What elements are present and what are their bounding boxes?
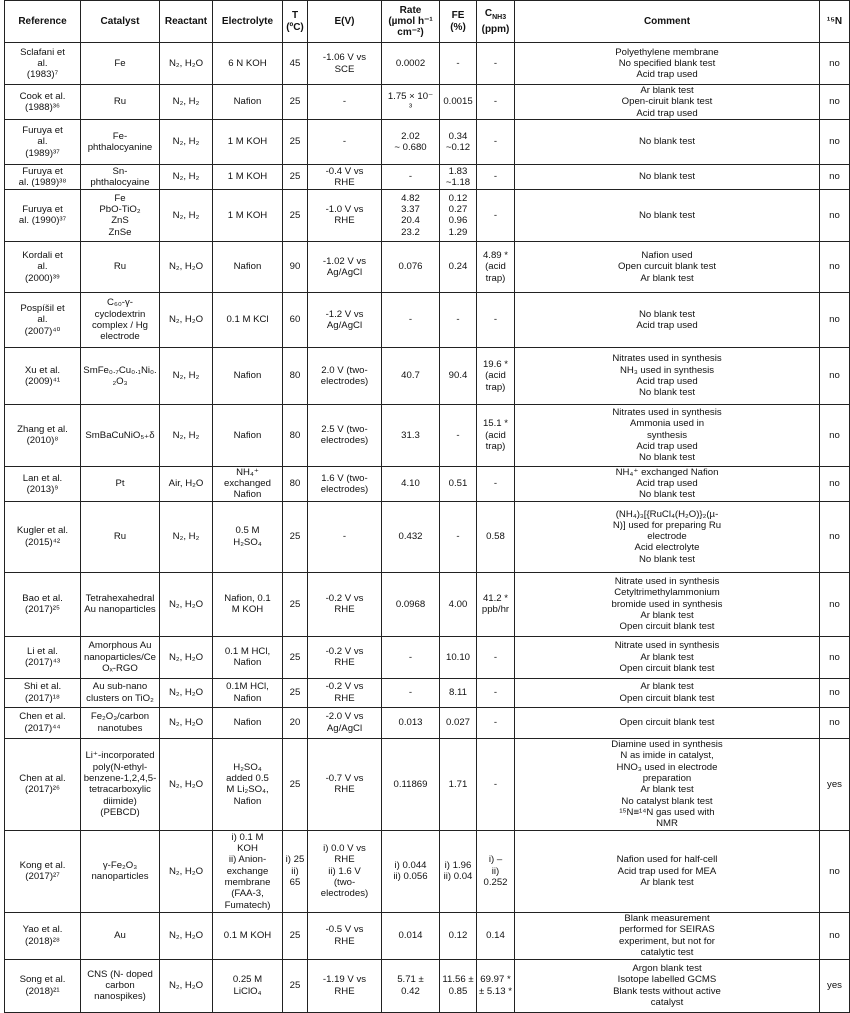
cell-faradaic-efficiency: 1.83 ~1.18 <box>440 164 477 189</box>
cell-n15-isotope: no <box>820 347 850 404</box>
cell-rate: 2.02 ~ 0.680 <box>382 119 440 164</box>
cell-n15-isotope: no <box>820 912 850 959</box>
cell-faradaic-efficiency: 8.11 <box>440 678 477 707</box>
cell-rate: 0.014 <box>382 912 440 959</box>
cell-catalyst: Au sub-nano clusters on TiO₂ <box>81 678 160 707</box>
cell-nh3-concentration: - <box>477 678 515 707</box>
header-comment: Comment <box>515 1 820 43</box>
cell-comment: NH₄⁺ exchanged Nafion Acid trap used No blank test <box>515 466 820 501</box>
table-row <box>5 241 850 292</box>
cell-reference: Pospíšil et al. (2007)⁴⁰ <box>5 292 81 347</box>
cell-reactant: N₂, H₂ <box>160 164 213 189</box>
cell-n15-isotope: no <box>820 119 850 164</box>
cell-n15-isotope: no <box>820 292 850 347</box>
cell-temperature: 25 <box>283 738 308 830</box>
cell-nh3-concentration: 41.2 * ppb/hr <box>477 572 515 636</box>
cell-nh3-concentration: - <box>477 466 515 501</box>
cell-rate: i) 0.044 ii) 0.056 <box>382 830 440 912</box>
cell-reactant: N₂, H₂ <box>160 189 213 241</box>
cell-catalyst: C₆₀-γ- cyclodextrin complex / Hg electrode <box>81 292 160 347</box>
cell-faradaic-efficiency: 4.00 <box>440 572 477 636</box>
cell-comment: No blank test Acid trap used <box>515 292 820 347</box>
cell-nh3-concentration: - <box>477 636 515 678</box>
header-reference: Reference <box>5 1 81 43</box>
cell-electrolyte: 0.1 M HCl, Nafion <box>213 636 283 678</box>
cell-comment: Argon blank test Isotope labelled GCMS Blank tests without active catalyst <box>515 959 820 1012</box>
cell-faradaic-efficiency: 1.71 <box>440 738 477 830</box>
cell-rate: 0.432 <box>382 501 440 572</box>
electrochemical-ammonia-synthesis-table <box>4 0 850 1013</box>
cell-temperature: 25 <box>283 85 308 120</box>
cell-faradaic-efficiency: 11.56 ± 0.85 <box>440 959 477 1012</box>
cell-electrolyte: Nafion <box>213 707 283 738</box>
cell-reactant: N₂, H₂O <box>160 572 213 636</box>
header-n15-isotope: ¹⁵N <box>820 1 850 43</box>
cell-temperature: 25 <box>283 912 308 959</box>
cell-faradaic-efficiency: - <box>440 292 477 347</box>
header-rate: Rate (µmol h⁻¹ cm⁻²) <box>382 1 440 43</box>
cell-temperature: 45 <box>283 43 308 85</box>
cell-reactant: Air, H₂O <box>160 466 213 501</box>
cell-reference: Furuya et al. (1990)³⁷ <box>5 189 81 241</box>
cell-reactant: N₂, H₂ <box>160 119 213 164</box>
cell-electrolyte: Nafion, 0.1 M KOH <box>213 572 283 636</box>
cell-comment: Ar blank test Open-ciruit blank test Acid trap used <box>515 85 820 120</box>
cell-n15-isotope: no <box>820 572 850 636</box>
cell-nh3-concentration: - <box>477 738 515 830</box>
cell-nh3-concentration: 69.97 * ± 5.13 * <box>477 959 515 1012</box>
cell-faradaic-efficiency: 0.12 <box>440 912 477 959</box>
cell-temperature: 20 <box>283 707 308 738</box>
table-row <box>5 912 850 959</box>
cell-comment: Diamine used in synthesis N as imide in catalyst, HNO₃ used in electrode preparation Ar blank test No catalyst blank test ¹⁵N≡¹⁴N gas used with NMR <box>515 738 820 830</box>
cell-reactant: N₂, H₂O <box>160 959 213 1012</box>
cell-catalyst: Ru <box>81 85 160 120</box>
cell-comment: Open circuit blank test <box>515 707 820 738</box>
header-faradaic-efficiency: FE (%) <box>440 1 477 43</box>
cell-faradaic-efficiency: 0.51 <box>440 466 477 501</box>
cell-rate: 31.3 <box>382 404 440 466</box>
cell-electrolyte: Nafion <box>213 241 283 292</box>
cell-potential: -1.2 V vs Ag/AgCl <box>308 292 382 347</box>
cell-comment: No blank test <box>515 119 820 164</box>
table-row <box>5 501 850 572</box>
cell-reference: Lan et al. (2013)⁹ <box>5 466 81 501</box>
cell-nh3-concentration: 0.14 <box>477 912 515 959</box>
cell-potential: 2.5 V (two- electrodes) <box>308 404 382 466</box>
cell-n15-isotope: no <box>820 164 850 189</box>
cell-reference: Furuya et al. (1989)³⁸ <box>5 164 81 189</box>
cell-reference: Chen et al. (2017)⁴⁴ <box>5 707 81 738</box>
cell-reference: Xu et al. (2009)⁴¹ <box>5 347 81 404</box>
header-row <box>5 1 850 43</box>
cell-reference: Cook et al. (1988)³⁶ <box>5 85 81 120</box>
table-row <box>5 119 850 164</box>
cell-catalyst: Li⁺-incorporated poly(N-ethyl- benzene-1,2,4,5- tetracarboxylic diimide) (PEBCD) <box>81 738 160 830</box>
cell-comment: Nitrates used in synthesis Ammonia used in synthesis Acid trap used No blank test <box>515 404 820 466</box>
table-row <box>5 636 850 678</box>
cell-nh3-concentration: 0.58 <box>477 501 515 572</box>
cell-potential: -1.19 V vs RHE <box>308 959 382 1012</box>
cell-reactant: N₂, H₂O <box>160 738 213 830</box>
cell-nh3-concentration: i) – ii) 0.252 <box>477 830 515 912</box>
cell-comment: Ar blank test Open circuit blank test <box>515 678 820 707</box>
cell-potential: i) 0.0 V vs RHE ii) 1.6 V (two- electrodes) <box>308 830 382 912</box>
cell-potential: -0.2 V vs RHE <box>308 636 382 678</box>
cell-electrolyte: 0.1M HCl, Nafion <box>213 678 283 707</box>
cell-electrolyte: 1 M KOH <box>213 119 283 164</box>
cell-reactant: N₂, H₂ <box>160 501 213 572</box>
table-row <box>5 959 850 1012</box>
cell-reactant: N₂, H₂ <box>160 85 213 120</box>
cell-temperature: 60 <box>283 292 308 347</box>
table-row <box>5 678 850 707</box>
cell-potential: -1.02 V vs Ag/AgCl <box>308 241 382 292</box>
cell-electrolyte: NH₄⁺ exchanged Nafion <box>213 466 283 501</box>
cell-reactant: N₂, H₂O <box>160 292 213 347</box>
cell-electrolyte: 0.25 M LiClO₄ <box>213 959 283 1012</box>
cell-electrolyte: 6 N KOH <box>213 43 283 85</box>
cell-reference: Kugler et al. (2015)⁴² <box>5 501 81 572</box>
cell-reference: Sclafani et al. (1983)⁷ <box>5 43 81 85</box>
table-row <box>5 738 850 830</box>
cell-reference: Yao et al. (2018)²⁸ <box>5 912 81 959</box>
cell-potential: 1.6 V (two- electrodes) <box>308 466 382 501</box>
cell-nh3-concentration: 4.89 * (acid trap) <box>477 241 515 292</box>
cell-potential: -0.2 V vs RHE <box>308 572 382 636</box>
cell-reference: Kong et al. (2017)²⁷ <box>5 830 81 912</box>
cell-electrolyte: Nafion <box>213 347 283 404</box>
cell-comment: Nafion used for half-cell Acid trap used for MEA Ar blank test <box>515 830 820 912</box>
cell-catalyst: SmFe₀.₇Cu₀.₁Ni₀. ₂O₃ <box>81 347 160 404</box>
cell-temperature: 80 <box>283 404 308 466</box>
cell-n15-isotope: no <box>820 189 850 241</box>
cell-nh3-concentration: - <box>477 189 515 241</box>
cell-potential: -1.0 V vs RHE <box>308 189 382 241</box>
cell-n15-isotope: no <box>820 241 850 292</box>
cell-rate: - <box>382 292 440 347</box>
cell-comment: No blank test <box>515 189 820 241</box>
header-catalyst: Catalyst <box>81 1 160 43</box>
cell-rate: 40.7 <box>382 347 440 404</box>
cell-n15-isotope: no <box>820 707 850 738</box>
cell-rate: 4.82 3.37 20.4 23.2 <box>382 189 440 241</box>
cell-reactant: N₂, H₂O <box>160 830 213 912</box>
cell-reference: Li et al. (2017)⁴³ <box>5 636 81 678</box>
cell-catalyst: Amorphous Au nanoparticles/Ce Oₓ-RGO <box>81 636 160 678</box>
cell-temperature: 25 <box>283 189 308 241</box>
table-row <box>5 43 850 85</box>
cell-temperature: 25 <box>283 501 308 572</box>
cell-electrolyte: 0.5 M H₂SO₄ <box>213 501 283 572</box>
cell-comment: No blank test <box>515 164 820 189</box>
cell-rate: 5.71 ± 0.42 <box>382 959 440 1012</box>
table-row <box>5 347 850 404</box>
cell-potential: -1.06 V vs SCE <box>308 43 382 85</box>
cell-electrolyte: Nafion <box>213 404 283 466</box>
cell-catalyst: γ-Fe₂O₃ nanoparticles <box>81 830 160 912</box>
cell-faradaic-efficiency: 0.027 <box>440 707 477 738</box>
cell-potential: -2.0 V vs Ag/AgCl <box>308 707 382 738</box>
cell-reactant: N₂, H₂ <box>160 347 213 404</box>
cell-potential: -0.2 V vs RHE <box>308 678 382 707</box>
cell-reactant: N₂, H₂O <box>160 912 213 959</box>
table-row <box>5 572 850 636</box>
cell-n15-isotope: no <box>820 501 850 572</box>
header-temperature: T (ºC) <box>283 1 308 43</box>
cell-nh3-concentration: - <box>477 707 515 738</box>
cell-rate: 0.076 <box>382 241 440 292</box>
cell-faradaic-efficiency: - <box>440 43 477 85</box>
cell-electrolyte: 1 M KOH <box>213 189 283 241</box>
cell-potential: -0.7 V vs RHE <box>308 738 382 830</box>
cell-reference: Furuya et al. (1989)³⁷ <box>5 119 81 164</box>
cell-reactant: N₂, H₂O <box>160 241 213 292</box>
cell-comment: Nafion used Open curcuit blank test Ar blank test <box>515 241 820 292</box>
cell-catalyst: SmBaCuNiO₅₊δ <box>81 404 160 466</box>
cell-n15-isotope: no <box>820 404 850 466</box>
cell-catalyst: Sn- phthalocyaine <box>81 164 160 189</box>
cell-comment: Blank measurement performed for SEIRAS experiment, but not for catalytic test <box>515 912 820 959</box>
cell-rate: 4.10 <box>382 466 440 501</box>
cell-catalyst: Au <box>81 912 160 959</box>
cell-rate: 0.11869 <box>382 738 440 830</box>
cell-potential: - <box>308 501 382 572</box>
header-reactant: Reactant <box>160 1 213 43</box>
cell-faradaic-efficiency: 0.12 0.27 0.96 1.29 <box>440 189 477 241</box>
cell-n15-isotope: yes <box>820 738 850 830</box>
cell-comment: (NH₄)₃[{RuCl₄(H₂O)}₂(µ- N)] used for preparing Ru electrode Acid electrolyte No blank test <box>515 501 820 572</box>
cell-catalyst: Ru <box>81 241 160 292</box>
cell-electrolyte: H₂SO₄ added 0.5 M Li₂SO₄, Nafion <box>213 738 283 830</box>
table-row <box>5 189 850 241</box>
cell-rate: - <box>382 164 440 189</box>
cell-electrolyte: Nafion <box>213 85 283 120</box>
cell-reactant: N₂, H₂O <box>160 43 213 85</box>
cell-nh3-concentration: - <box>477 85 515 120</box>
cell-nh3-concentration: 19.6 * (acid trap) <box>477 347 515 404</box>
cell-reference: Zhang et al. (2010)⁸ <box>5 404 81 466</box>
cell-temperature: 25 <box>283 636 308 678</box>
cell-catalyst: Fe- phthalocyanine <box>81 119 160 164</box>
cell-faradaic-efficiency: 0.34 ~0.12 <box>440 119 477 164</box>
cell-faradaic-efficiency: i) 1.96 ii) 0.04 <box>440 830 477 912</box>
cell-reactant: N₂, H₂O <box>160 636 213 678</box>
cell-temperature: 25 <box>283 678 308 707</box>
cell-reference: Bao et al. (2017)²⁵ <box>5 572 81 636</box>
cell-temperature: 80 <box>283 466 308 501</box>
cell-reference: Kordali et al. (2000)³⁹ <box>5 241 81 292</box>
cell-nh3-concentration: - <box>477 292 515 347</box>
cell-rate: 0.013 <box>382 707 440 738</box>
cell-catalyst: CNS (N- doped carbon nanospikes) <box>81 959 160 1012</box>
cell-catalyst: Fe <box>81 43 160 85</box>
header-nh3-concentration: $C_{NH3}$ (ppm) <box>477 1 515 43</box>
cell-comment: Nitrates used in synthesis NH₃ used in synthesis Acid trap used No blank test <box>515 347 820 404</box>
table-row <box>5 164 850 189</box>
cell-rate: 0.0002 <box>382 43 440 85</box>
cell-catalyst: Fe PbO-TiO₂ ZnS ZnSe <box>81 189 160 241</box>
table-row <box>5 85 850 120</box>
table-row <box>5 404 850 466</box>
cell-electrolyte: 0.1 M KOH <box>213 912 283 959</box>
table-row <box>5 292 850 347</box>
cell-temperature: 80 <box>283 347 308 404</box>
table-row <box>5 830 850 912</box>
cell-faradaic-efficiency: - <box>440 404 477 466</box>
cell-reference: Song et al. (2018)²¹ <box>5 959 81 1012</box>
cell-catalyst: Fe₂O₃/carbon nanotubes <box>81 707 160 738</box>
cell-rate: - <box>382 636 440 678</box>
cell-reference: Shi et al. (2017)¹⁸ <box>5 678 81 707</box>
cell-comment: Nitrate used in synthesis Cetyltrimethylammonium bromide used in synthesis Ar blank test Open circuit blank test <box>515 572 820 636</box>
cell-rate: 1.75 × 10⁻ ³ <box>382 85 440 120</box>
cell-temperature: 25 <box>283 119 308 164</box>
cell-reference: Chen at al. (2017)²⁶ <box>5 738 81 830</box>
cell-faradaic-efficiency: - <box>440 501 477 572</box>
cell-electrolyte: 0.1 M KCl <box>213 292 283 347</box>
cell-temperature: 25 <box>283 164 308 189</box>
cell-catalyst: Tetrahexahedral Au nanoparticles <box>81 572 160 636</box>
cell-reactant: N₂, H₂O <box>160 707 213 738</box>
header-electrolyte: Electrolyte <box>213 1 283 43</box>
cell-temperature: 25 <box>283 959 308 1012</box>
cell-electrolyte: i) 0.1 M KOH ii) Anion- exchange membrane (FAA-3, Fumatech) <box>213 830 283 912</box>
cell-faradaic-efficiency: 90.4 <box>440 347 477 404</box>
cell-nh3-concentration: - <box>477 164 515 189</box>
table-row <box>5 466 850 501</box>
cell-catalyst: Pt <box>81 466 160 501</box>
cell-rate: 0.0968 <box>382 572 440 636</box>
cell-temperature: 25 <box>283 572 308 636</box>
cell-reactant: N₂, H₂ <box>160 404 213 466</box>
cell-temperature: i) 25 ii) 65 <box>283 830 308 912</box>
cell-potential: -0.5 V vs RHE <box>308 912 382 959</box>
cell-nh3-concentration: - <box>477 43 515 85</box>
cell-nh3-concentration: 15.1 * (acid trap) <box>477 404 515 466</box>
cell-n15-isotope: yes <box>820 959 850 1012</box>
cell-comment: Nitrate used in synthesis Ar blank test Open circuit blank test <box>515 636 820 678</box>
cell-comment: Polyethylene membrane No specified blank test Acid trap used <box>515 43 820 85</box>
cell-potential: 2.0 V (two- electrodes) <box>308 347 382 404</box>
cell-faradaic-efficiency: 0.24 <box>440 241 477 292</box>
cell-potential: - <box>308 85 382 120</box>
cell-n15-isotope: no <box>820 636 850 678</box>
cell-n15-isotope: no <box>820 830 850 912</box>
header-potential: E(V) <box>308 1 382 43</box>
cell-n15-isotope: no <box>820 43 850 85</box>
cell-rate: - <box>382 678 440 707</box>
table-row <box>5 707 850 738</box>
cell-potential: -0.4 V vs RHE <box>308 164 382 189</box>
cell-n15-isotope: no <box>820 678 850 707</box>
cell-electrolyte: 1 M KOH <box>213 164 283 189</box>
cell-faradaic-efficiency: 0.0015 <box>440 85 477 120</box>
cell-nh3-concentration: - <box>477 119 515 164</box>
cell-potential: - <box>308 119 382 164</box>
cell-faradaic-efficiency: 10.10 <box>440 636 477 678</box>
cell-n15-isotope: no <box>820 85 850 120</box>
cell-n15-isotope: no <box>820 466 850 501</box>
cell-reactant: N₂, H₂O <box>160 678 213 707</box>
cell-temperature: 90 <box>283 241 308 292</box>
cell-catalyst: Ru <box>81 501 160 572</box>
